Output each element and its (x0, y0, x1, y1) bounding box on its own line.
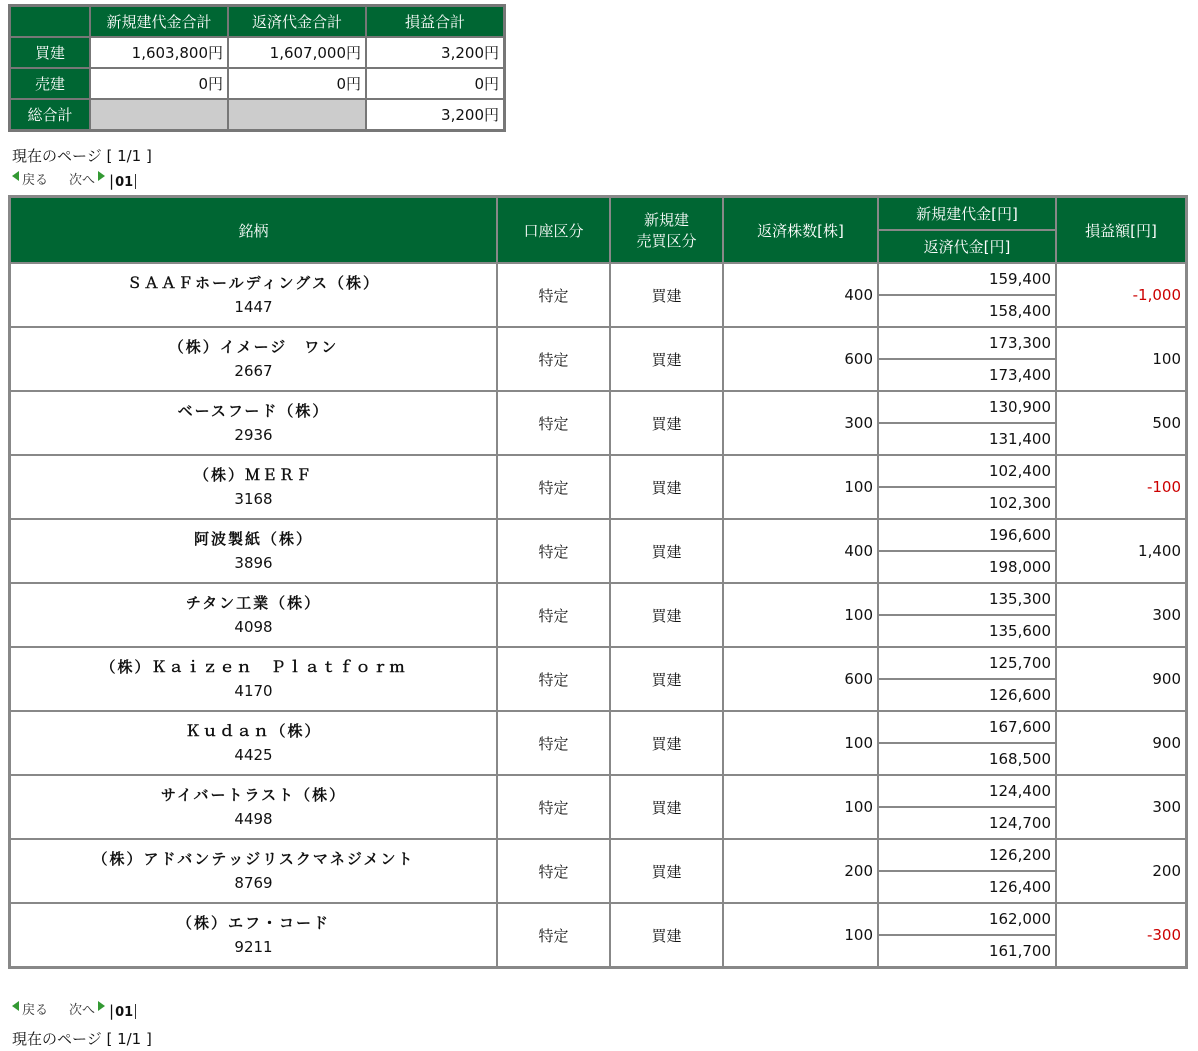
trade-side: 買建 (611, 840, 722, 902)
stock-name: （株）イメージ ワン (168, 338, 339, 356)
current-page-label: 現在のページ [ 1/1 ] (12, 147, 152, 165)
stock-code: 9211 (234, 938, 273, 956)
summary-header-new: 新規建代金合計 (91, 7, 227, 36)
stock-cell (11, 776, 496, 838)
close-amount: 124,700 (879, 808, 1055, 838)
next-button[interactable]: 次へ (69, 172, 96, 188)
close-amount: 102,300 (879, 488, 1055, 518)
chevron-left-icon (12, 171, 19, 181)
summary-sell-close: 0円 (229, 69, 365, 98)
stock-name: Ｋｕｄａｎ（株） (185, 722, 322, 740)
header-pl: 損益額[円] (1057, 198, 1185, 262)
back-button[interactable]: 戻る (22, 172, 49, 188)
trade-side: 買建 (611, 712, 722, 774)
close-qty: 600 (724, 648, 877, 710)
close-amount: 161,700 (879, 936, 1055, 966)
stock-cell (11, 648, 496, 710)
account-type: 特定 (498, 712, 609, 774)
account-type: 特定 (498, 904, 609, 966)
close-qty: 200 (724, 840, 877, 902)
close-amount: 135,600 (879, 616, 1055, 646)
table-row (11, 328, 1185, 358)
summary-header-pl: 損益合計 (367, 7, 503, 36)
new-amount: 162,000 (879, 904, 1055, 934)
header-account: 口座区分 (498, 198, 609, 262)
stock-code: 4098 (234, 618, 273, 636)
page-link-01[interactable]: 01 (115, 174, 134, 190)
header-side-line1: 新規建 (643, 211, 689, 229)
close-qty: 600 (724, 328, 877, 390)
header-new-amount: 新規建代金[円] (879, 198, 1055, 229)
profit-loss: 300 (1057, 776, 1185, 838)
stock-name: （株）Ｋａｉｚｅｎ Ｐｌａｔｆｏｒｍ (100, 658, 407, 676)
summary-total-new (91, 100, 227, 129)
close-qty: 100 (724, 712, 877, 774)
new-amount: 159,400 (879, 264, 1055, 294)
table-row (11, 584, 1185, 614)
account-type: 特定 (498, 456, 609, 518)
stock-name: サイバートラスト（株） (160, 786, 347, 804)
account-type: 特定 (498, 584, 609, 646)
stock-name: （株）アドバンテッジリスクマネジメント (92, 850, 415, 868)
new-amount: 196,600 (879, 520, 1055, 550)
summary-sell-new: 0円 (91, 69, 227, 98)
account-type: 特定 (498, 840, 609, 902)
page-separator: | (109, 1002, 115, 1020)
page-divider (135, 1004, 136, 1019)
close-amount: 131,400 (879, 424, 1055, 454)
summary-header-close: 返済代金合計 (229, 7, 365, 36)
stock-code: 8769 (234, 874, 273, 892)
table-row (11, 840, 1185, 870)
summary-table (8, 4, 506, 132)
new-amount: 102,400 (879, 456, 1055, 486)
new-amount: 124,400 (879, 776, 1055, 806)
account-type: 特定 (498, 328, 609, 390)
close-amount: 173,400 (879, 360, 1055, 390)
profit-loss: 1,400 (1057, 520, 1185, 582)
account-type: 特定 (498, 776, 609, 838)
summary-buy-pl: 3,200円 (367, 38, 503, 67)
positions-table (8, 195, 1188, 969)
stock-code: 4425 (234, 746, 273, 764)
table-row (11, 264, 1185, 294)
stock-cell (11, 840, 496, 902)
new-amount: 125,700 (879, 648, 1055, 678)
summary-total-pl: 3,200円 (367, 100, 503, 129)
profit-loss: -1,000 (1057, 264, 1185, 326)
stock-name: 阿波製紙（株） (193, 530, 313, 548)
trade-side: 買建 (611, 456, 722, 518)
table-row (11, 520, 1185, 550)
profit-loss: 100 (1057, 328, 1185, 390)
stock-cell (11, 328, 496, 390)
summary-sell-pl: 0円 (367, 69, 503, 98)
header-name: 銘柄 (11, 198, 496, 262)
back-button[interactable]: 戻る (22, 1002, 49, 1018)
account-type: 特定 (498, 392, 609, 454)
stock-name: （株）エフ・コード (176, 914, 330, 932)
trade-side: 買建 (611, 776, 722, 838)
account-type: 特定 (498, 264, 609, 326)
page-separator: | (109, 172, 115, 190)
pagination-top (12, 171, 136, 191)
table-row (11, 904, 1185, 934)
stock-name: ＳＡＡＦホールディングス（株） (126, 274, 381, 292)
trade-side: 買建 (611, 904, 722, 966)
table-row (11, 712, 1185, 742)
new-amount: 167,600 (879, 712, 1055, 742)
summary-row-label: 買建 (11, 38, 89, 67)
close-amount: 168,500 (879, 744, 1055, 774)
stock-name: （株）ＭＥＲＦ (193, 466, 313, 484)
close-qty: 100 (724, 584, 877, 646)
new-amount: 135,300 (879, 584, 1055, 614)
stock-code: 1447 (234, 298, 273, 316)
trade-side: 買建 (611, 264, 722, 326)
chevron-left-icon (12, 1001, 19, 1011)
stock-code: 3896 (234, 554, 273, 572)
stock-cell (11, 584, 496, 646)
new-amount: 130,900 (879, 392, 1055, 422)
trade-side: 買建 (611, 648, 722, 710)
page-link-01[interactable]: 01 (115, 1004, 134, 1020)
stock-cell (11, 264, 496, 326)
close-amount: 158,400 (879, 296, 1055, 326)
close-qty: 100 (724, 456, 877, 518)
stock-cell (11, 712, 496, 774)
stock-cell (11, 456, 496, 518)
header-close-amount: 返済代金[円] (879, 231, 1055, 262)
stock-cell (11, 392, 496, 454)
close-qty: 400 (724, 264, 877, 326)
summary-row-label: 売建 (11, 69, 89, 98)
trade-side: 買建 (611, 328, 722, 390)
profit-loss: 200 (1057, 840, 1185, 902)
summary-row-label: 総合計 (11, 100, 89, 129)
close-amount: 198,000 (879, 552, 1055, 582)
page-divider (135, 174, 136, 189)
new-amount: 126,200 (879, 840, 1055, 870)
summary-buy-close: 1,607,000円 (229, 38, 365, 67)
header-side-line2: 売買区分 (636, 232, 697, 250)
account-type: 特定 (498, 648, 609, 710)
table-row (11, 776, 1185, 806)
stock-cell (11, 904, 496, 966)
stock-code: 2667 (234, 362, 273, 380)
close-qty: 100 (724, 904, 877, 966)
table-row (11, 648, 1185, 678)
stock-name: ベースフード（株） (177, 402, 330, 420)
account-type: 特定 (498, 520, 609, 582)
profit-loss: 900 (1057, 712, 1185, 774)
profit-loss: -100 (1057, 456, 1185, 518)
header-side (611, 198, 722, 262)
chevron-right-icon (98, 171, 105, 181)
summary-buy-new: 1,603,800円 (91, 38, 227, 67)
close-qty: 100 (724, 776, 877, 838)
trade-side: 買建 (611, 520, 722, 582)
trade-side: 買建 (611, 392, 722, 454)
header-qty: 返済株数[株] (724, 198, 877, 262)
table-row (11, 392, 1185, 422)
new-amount: 173,300 (879, 328, 1055, 358)
summary-total-close (229, 100, 365, 129)
summary-corner (11, 7, 89, 36)
close-amount: 126,600 (879, 680, 1055, 710)
stock-name: チタン工業（株） (185, 594, 322, 612)
next-button[interactable]: 次へ (69, 1002, 96, 1018)
chevron-right-icon (98, 1001, 105, 1011)
profit-loss: 300 (1057, 584, 1185, 646)
close-amount: 126,400 (879, 872, 1055, 902)
profit-loss: -300 (1057, 904, 1185, 966)
stock-code: 2936 (234, 426, 273, 444)
trade-side: 買建 (611, 584, 722, 646)
stock-code: 4170 (234, 682, 273, 700)
table-row (11, 456, 1185, 486)
profit-loss: 500 (1057, 392, 1185, 454)
stock-cell (11, 520, 496, 582)
pagination-bottom (12, 1001, 136, 1021)
current-page-label: 現在のページ [ 1/1 ] (12, 1030, 152, 1048)
close-qty: 300 (724, 392, 877, 454)
stock-code: 4498 (234, 810, 273, 828)
close-qty: 400 (724, 520, 877, 582)
profit-loss: 900 (1057, 648, 1185, 710)
stock-code: 3168 (234, 490, 273, 508)
